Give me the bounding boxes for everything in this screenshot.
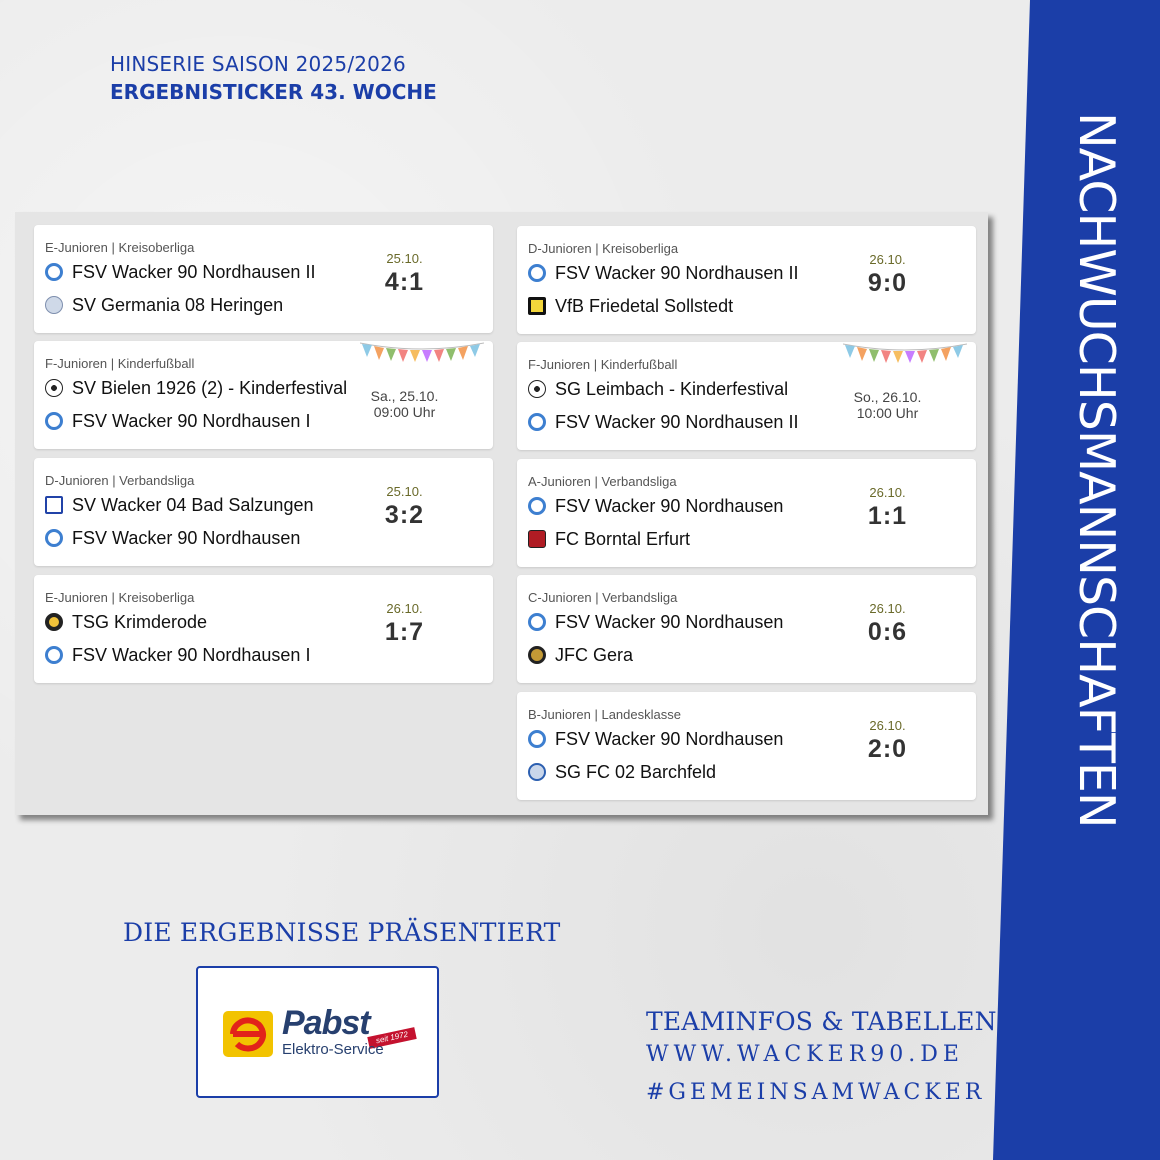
match-league: B-Junioren | Landesklasse — [528, 707, 681, 722]
away-team: FC Borntal Erfurt — [528, 529, 690, 550]
away-team: SV Germania 08 Heringen — [45, 295, 283, 316]
sponsor-tagline: Elektro-Service — [282, 1041, 384, 1058]
match-card[interactable] — [34, 341, 493, 449]
wacker-crest-icon — [528, 264, 546, 282]
match-score: 0:6 — [867, 618, 908, 646]
sponsor-name: Pabst — [282, 1004, 370, 1042]
footer-hashtag: #GEMEINSAMWACKER — [646, 1080, 986, 1105]
wacker-crest-icon — [528, 730, 546, 748]
match-league: D-Junioren | Verbandsliga — [45, 473, 195, 488]
wacker-crest-icon — [45, 646, 63, 664]
footer-website-link[interactable]: WWW.WACKER90.DE — [646, 1042, 964, 1067]
match-kickoff — [830, 389, 945, 421]
match-league: D-Junioren | Kreisoberliga — [528, 241, 679, 256]
away-team: FSV Wacker 90 Nordhausen I — [45, 645, 310, 666]
match-card[interactable] — [517, 692, 976, 800]
match-score: 1:1 — [867, 502, 908, 530]
home-team: FSV Wacker 90 Nordhausen II — [528, 263, 798, 284]
match-time: 10:00 Uhr — [856, 405, 919, 421]
away-team: FSV Wacker 90 Nordhausen I — [45, 411, 310, 432]
home-team: TSG Krimderode — [45, 612, 207, 633]
bunting-icon — [360, 341, 484, 363]
match-card[interactable] — [34, 575, 493, 683]
sponsor-intro: DIE ERGEBNISSE PRÄSENTIERT — [123, 918, 561, 947]
away-team: VfB Friedetal Sollstedt — [528, 296, 733, 317]
sponsor-logo-box[interactable] — [196, 966, 439, 1098]
borntal-crest-icon — [528, 530, 546, 548]
match-league: E-Junioren | Kreisoberliga — [45, 590, 195, 605]
match-card[interactable] — [517, 342, 976, 450]
match-league: A-Junioren | Verbandsliga — [528, 474, 677, 489]
sponsor-since: seit 1972 — [367, 1027, 416, 1049]
barchfeld-crest-icon — [528, 763, 546, 781]
match-card[interactable] — [34, 225, 493, 333]
season-subtitle: HINSERIE SAISON 2025/2026 — [110, 52, 406, 76]
match-score: 2:0 — [867, 735, 908, 763]
home-team: SV Bielen 1926 (2) - Kinderfestival — [45, 378, 347, 399]
wacker-crest-icon — [528, 413, 546, 431]
wacker-crest-icon — [45, 412, 63, 430]
match-card[interactable] — [517, 575, 976, 683]
match-league: F-Junioren | Kinderfußball — [45, 356, 195, 371]
match-date: 26.10. — [869, 718, 906, 733]
match-card[interactable] — [517, 459, 976, 567]
wacker-crest-icon — [45, 263, 63, 281]
home-team: FSV Wacker 90 Nordhausen — [528, 496, 783, 517]
match-league: C-Junioren | Verbandsliga — [528, 590, 678, 605]
match-card[interactable] — [517, 226, 976, 334]
match-date: 26.10. — [869, 252, 906, 267]
home-team: FSV Wacker 90 Nordhausen — [528, 729, 783, 750]
match-date: 26.10. — [386, 601, 423, 616]
wacker-crest-icon — [528, 613, 546, 631]
match-date: Sa., 25.10. — [370, 388, 439, 404]
match-league: F-Junioren | Kinderfußball — [528, 357, 678, 372]
page-title: ERGEBNISTICKER 43. WOCHE — [110, 80, 437, 104]
match-score: 1:7 — [384, 618, 425, 646]
match-time: 09:00 Uhr — [373, 404, 436, 420]
match-date: 26.10. — [869, 485, 906, 500]
away-team: JFC Gera — [528, 645, 633, 666]
away-team: FSV Wacker 90 Nordhausen II — [528, 412, 798, 433]
match-date: 26.10. — [869, 601, 906, 616]
match-date: 25.10. — [386, 484, 423, 499]
jfc-gera-crest-icon — [528, 646, 546, 664]
match-card[interactable] — [34, 458, 493, 566]
wacker-crest-icon — [528, 497, 546, 515]
away-team: SG FC 02 Barchfeld — [528, 762, 716, 783]
krimderode-crest-icon — [45, 613, 63, 631]
home-team: SV Wacker 04 Bad Salzungen — [45, 495, 313, 516]
away-team: FSV Wacker 90 Nordhausen — [45, 528, 300, 549]
banner-title: NACHWUCHSMANNSCHAFTEN — [1068, 112, 1125, 828]
bad-salzungen-crest-icon — [45, 496, 63, 514]
match-score: 4:1 — [384, 268, 425, 296]
match-league: E-Junioren | Kreisoberliga — [45, 240, 195, 255]
results-panel — [15, 212, 988, 815]
match-score: 9:0 — [867, 269, 908, 297]
germania-crest-icon — [45, 296, 63, 314]
wacker-crest-icon — [45, 529, 63, 547]
soccer-ball-icon — [45, 379, 63, 397]
pabst-e-logo-icon — [223, 1011, 273, 1057]
match-date: 25.10. — [386, 251, 423, 266]
match-kickoff — [347, 388, 462, 420]
footer-teaminfos: TEAMINFOS & TABELLEN — [646, 1007, 997, 1036]
match-score: 3:2 — [384, 501, 425, 529]
home-team: FSV Wacker 90 Nordhausen II — [45, 262, 315, 283]
soccer-ball-icon — [528, 380, 546, 398]
home-team: SG Leimbach - Kinderfestival — [528, 379, 788, 400]
bunting-icon — [843, 342, 967, 364]
match-date: So., 26.10. — [853, 389, 922, 405]
home-team: FSV Wacker 90 Nordhausen — [528, 612, 783, 633]
sollstedt-crest-icon — [528, 297, 546, 315]
